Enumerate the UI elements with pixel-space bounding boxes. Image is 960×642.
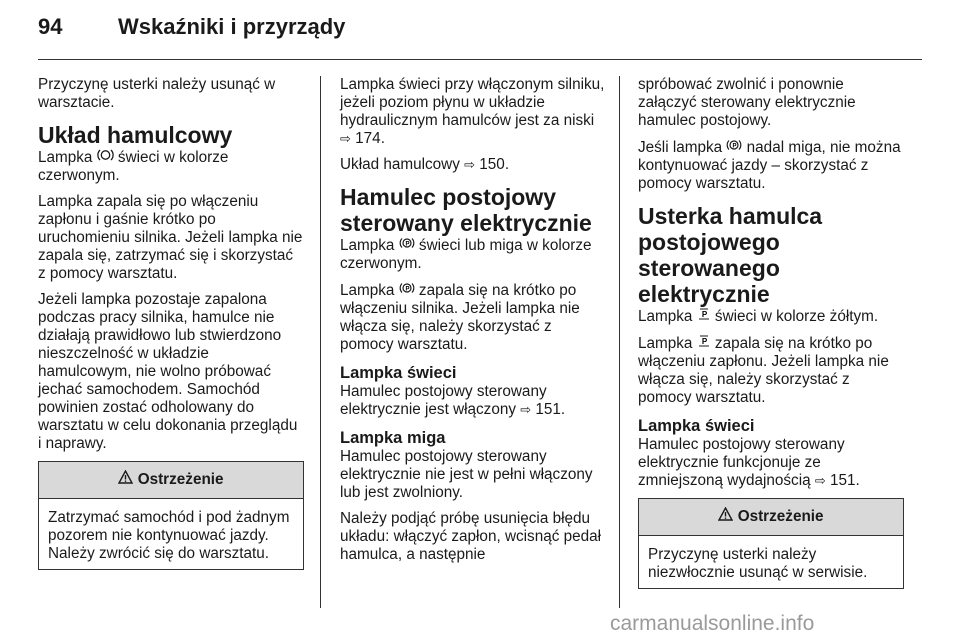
paragraph: Lampka świeci w kolorze czerwonym. xyxy=(38,149,229,184)
parking-brake-lamp-icon xyxy=(399,236,415,254)
page-title: Wskaźniki i przyrządy xyxy=(118,14,346,39)
intro-paragraph: Przyczynę usterki należy usunąć w warsztacie. xyxy=(38,76,276,111)
paragraph: Lampka zapala się po włączeniu zapłonu i gaśnie krótko po uruchomieniu silnika. Jeżeli lampka nie zapala się, zatrzymać się i skorzystać z pomocy warsztatu. xyxy=(38,193,303,282)
svg-text:P: P xyxy=(732,143,736,150)
column-1 xyxy=(38,76,304,570)
page-header xyxy=(38,14,922,58)
warning-box xyxy=(638,498,904,589)
paragraph: Lampka świeci przy włączonym silniku, jeżeli poziom płynu w układzie hydraulicznym hamulców jest za niski ⇨ 174. xyxy=(340,76,605,147)
section-title-electric-parking-brake: Hamulec postojowy sterowany elektrycznie xyxy=(340,184,592,236)
reference-arrow-icon: ⇨ xyxy=(520,402,532,417)
svg-text:P: P xyxy=(405,241,409,248)
parking-brake-fault-lamp-icon xyxy=(697,334,711,352)
svg-text:P: P xyxy=(701,337,706,346)
paragraph: Układ hamulcowy ⇨ 150. xyxy=(340,156,510,173)
parking-brake-fault-lamp-icon xyxy=(697,307,711,325)
column-3 xyxy=(638,76,904,589)
warning-header: Ostrzeżenie xyxy=(639,499,903,536)
parking-brake-lamp-icon xyxy=(399,281,415,299)
column-2 xyxy=(340,76,606,572)
paragraph: Hamulec postojowy sterowany elektrycznie jest włączony ⇨ 151. xyxy=(340,383,566,418)
section-title-brake-system: Układ hamulcowy xyxy=(38,122,233,148)
subsection-title-lamp-on: Lampka świeci xyxy=(340,364,457,382)
watermark: carmanualsonline.info xyxy=(610,612,815,635)
warning-text: Przyczynę usterki należy niezwłocznie usunąć w serwisie. xyxy=(648,546,868,581)
column-divider xyxy=(320,76,321,608)
parking-brake-lamp-icon xyxy=(726,138,742,156)
subsection-title-lamp-flashing: Lampka miga xyxy=(340,429,446,447)
paragraph: Jeśli lampka P nadal miga, nie można kontynuować jazdy – skorzystać z pomocy warsztatu. xyxy=(638,139,901,192)
paragraph: Hamulec postojowy sterowany elektrycznie nie jest w pełni włączony lub jest zwolniony. xyxy=(340,448,593,501)
paragraph: Jeżeli lampka pozostaje zapalona podczas pracy silnika, hamulce nie działają prawidłowo lub stwierdzono nieszczelność w układzie hamulcowym, nie wolno próbować jechać samochodem. Samochód powinien zostać odholowany do warsztatu w celu dokonania przeglądu i naprawy. xyxy=(38,291,298,452)
paragraph: Lampka P zapala się na krótko po włączeniu zapłonu. Jeżeli lampka nie włącza się, należy skorzystać z pomocy warsztatu. xyxy=(638,335,889,406)
column-divider xyxy=(619,76,620,608)
section-title-parking-brake-fault: Usterka hamulca postojowego sterowanego elektrycznie xyxy=(638,203,823,307)
svg-text:P: P xyxy=(701,310,706,319)
brake-warning-lamp-icon xyxy=(97,148,114,166)
header-divider xyxy=(38,59,922,60)
svg-text:P: P xyxy=(405,286,409,293)
paragraph: Lampka P świeci w kolorze żółtym. xyxy=(638,308,879,325)
paragraph: Należy podjąć próbę usunięcia błędu układu: włączyć zapłon, wcisnąć pedał hamulca, a następnie xyxy=(340,510,602,563)
paragraph: Lampka P zapala się na krótko po włączeniu silnika. Jeżeli lampka nie włącza się, należy skorzystać z pomocy warsztatu. xyxy=(340,282,580,353)
warning-text: Zatrzymać samochód i pod żadnym pozorem nie kontynuować jazdy. Należy zwrócić się do warsztatu. xyxy=(48,509,290,562)
warning-triangle-icon xyxy=(118,471,137,488)
reference-arrow-icon: ⇨ xyxy=(464,157,476,172)
reference-arrow-icon: ⇨ xyxy=(814,473,826,488)
warning-triangle-icon xyxy=(718,508,737,525)
paragraph: spróbować zwolnić i ponownie załączyć sterowany elektrycznie hamulec postojowy. xyxy=(638,76,856,129)
warning-box xyxy=(38,461,304,570)
subsection-title-lamp-on: Lampka świeci xyxy=(638,417,755,435)
page-number: 94 xyxy=(38,14,63,39)
warning-header: Ostrzeżenie xyxy=(39,462,303,499)
reference-arrow-icon: ⇨ xyxy=(340,131,351,146)
paragraph: Hamulec postojowy sterowany elektrycznie funkcjonuje ze zmniejszoną wydajnością ⇨ 151. xyxy=(638,436,860,489)
paragraph: Lampka P świeci lub miga w kolorze czerwonym. xyxy=(340,237,592,272)
